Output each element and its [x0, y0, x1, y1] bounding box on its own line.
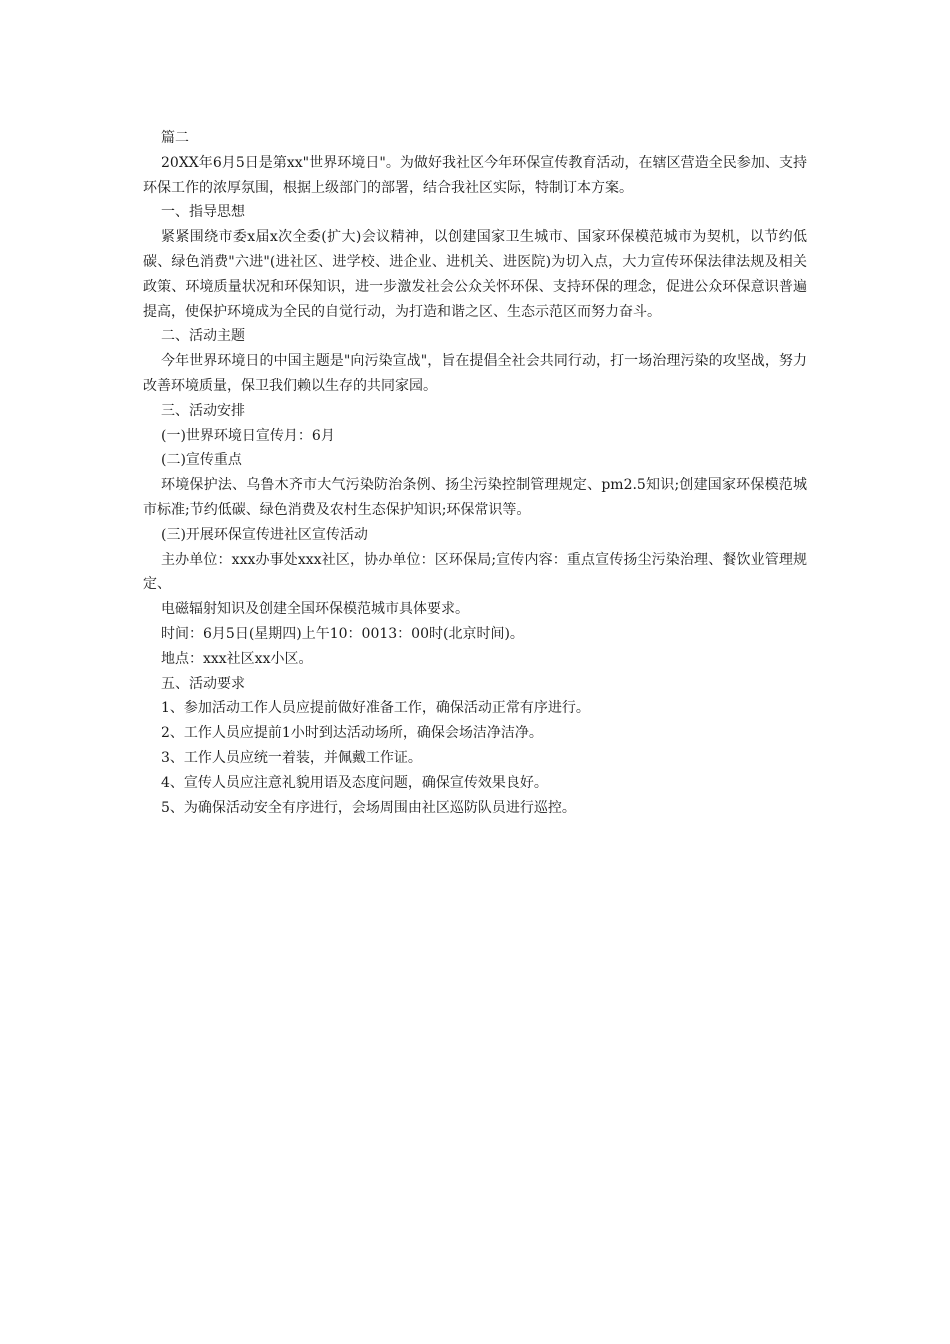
heading-activity-requirements: 五、活动要求: [161, 675, 245, 692]
guiding-thought-paragraph: 紧紧围绕市委x届x次全委(扩大)会议精神，以创建国家卫生城市、国家环保模范城市为契机，以节约低碳、绿色消费"六进"(进社区、进学校、进企业、进机关、进医院)为切入点，大力宣传环保法律法规及相关政策、环境质量状况和环保知识，进一步激发社会公众关怀环保、支持环保的理念，促进公众环保意识普遍提高，使保护环境成为全民的自觉行动，为打造和谐之区、生态示范区而努力奋斗。: [143, 229, 807, 320]
time-line: 时间：6月5日(星期四)上午10：0013：00时(北京时间)。: [161, 625, 524, 642]
organizer-paragraph: 主办单位：xxx办事处xxx社区，协办单位：区环保局;宣传内容：重点宣传扬尘污染治理、餐饮业管理规定、: [143, 551, 807, 593]
requirement-item-4: 4、宣传人员应注意礼貌用语及态度问题，确保宣传效果良好。: [161, 774, 548, 791]
requirement-item-2: 2、工作人员应提前1小时到达活动场所，确保会场洁净洁净。: [161, 725, 543, 742]
heading-activity-theme: 二、活动主题: [161, 328, 245, 345]
publicity-focus-paragraph: 环境保护法、乌鲁木齐市大气污染防治条例、扬尘污染控制管理规定、pm2.5知识;创建国家环保模范城市标准;节约低碳、绿色消费及农村生态保护知识;环保常识等。: [143, 477, 807, 518]
heading-guiding-thought: 一、指导思想: [161, 204, 245, 221]
requirement-item-5: 5、为确保活动安全有序进行，会场周围由社区巡防队员进行巡控。: [161, 799, 576, 816]
section-label: 篇二: [161, 130, 189, 146]
place-line: 地点：xxx社区xx小区。: [161, 650, 313, 667]
arrangement-item-community-activity: (三)开展环保宣传进社区宣传活动: [161, 526, 368, 543]
intro-paragraph: 20XX年6月5日是第xx"世界环境日"。为做好我社区今年环保宣传教育活动，在辖区营造全民参加、支持环保工作的浓厚氛围，根据上级部门的部署，结合我社区实际，特制订本方案。: [143, 154, 807, 196]
organizer-paragraph-continued: 电磁辐射知识及创建全国环保模范城市具体要求。: [161, 601, 469, 618]
document-body: [143, 126, 807, 820]
requirement-item-3: 3、工作人员应统一着装，并佩戴工作证。: [161, 749, 422, 766]
activity-theme-paragraph: 今年世界环境日的中国主题是"向污染宣战"，旨在提倡全社会共同行动，打一场治理污染的攻坚战，努力改善环境质量，保卫我们赖以生存的共同家园。: [143, 353, 807, 394]
arrangement-item-publicity-focus: (二)宣传重点: [161, 452, 242, 469]
requirement-item-1: 1、参加活动工作人员应提前做好准备工作，确保活动正常有序进行。: [161, 700, 590, 717]
arrangement-item-publicity-month: (一)世界环境日宣传月：6月: [161, 427, 335, 444]
heading-activity-arrangement: 三、活动安排: [161, 402, 245, 419]
